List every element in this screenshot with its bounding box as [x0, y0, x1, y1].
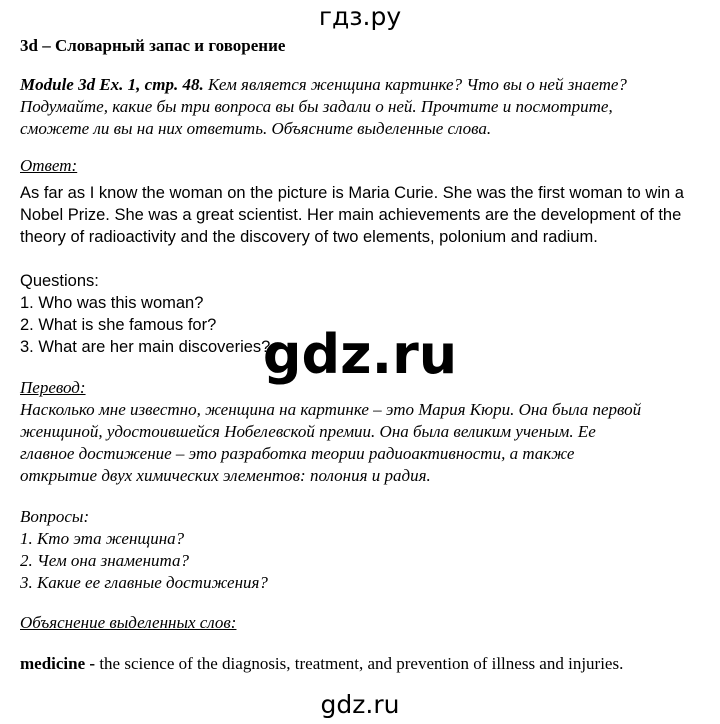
translation-line: женщиной, удостоившейся Нобелевской премии. Она была великим ученым. Ее [20, 422, 596, 441]
ru-question-item: 1. Кто эта женщина? [20, 529, 185, 548]
translation-line: открытие двух химических элементов: полония и радия. [20, 466, 431, 485]
translation-line: Насколько мне известно, женщина на картинке – это Мария Кюри. Она была первой [20, 400, 642, 419]
task-statement [20, 74, 712, 140]
answer-text [20, 182, 715, 248]
site-footer-logo: gdz.ru [320, 690, 400, 719]
task-reference: Module 3d Ex. 1, стр. 48. [20, 75, 204, 94]
explanation-label: Объяснение выделенных слов: [20, 613, 237, 632]
answer-label: Ответ: [20, 156, 78, 175]
ru-questions-heading: Вопросы: [20, 507, 90, 526]
ru-questions-list [20, 506, 712, 594]
task-line: Подумайте, какие бы три вопроса вы бы задали о ней. Прочтите и посмотрите, [20, 97, 613, 116]
definition-term: medicine - [20, 654, 96, 673]
definition-text: the science of the diagnosis, treatment, and prevention of illness and injuries. [95, 654, 624, 673]
answer-line: theory of radioactivity and the discovery of two elements, polonium and radium. [20, 228, 598, 246]
translation-line: главное достижение – это разработка теории радиоактивности, а также [20, 444, 575, 463]
task-line: Кем является женщина картинке? Что вы о ней знаете? [203, 75, 627, 94]
answer-line: As far as I know the woman on the picture is Maria Curie. She was the first woman to win a [20, 184, 684, 202]
answer-line: Nobel Prize. She was a great scientist. Her main achievements are the development of the [20, 206, 682, 224]
definition-entry [20, 653, 712, 675]
site-header-logo: гдз.ру [318, 2, 402, 31]
questions-heading: Questions: [20, 272, 99, 290]
question-item: 3. What are her main discoveries? [20, 338, 271, 356]
section-title: 3d – Словарный запас и говорение [20, 36, 286, 55]
translation-label: Перевод: [20, 378, 86, 397]
ru-question-item: 2. Чем она знаменита? [20, 551, 189, 570]
question-item: 1. Who was this woman? [20, 294, 204, 312]
question-item: 2. What is she famous for? [20, 316, 217, 334]
task-line: сможете ли вы на них ответить. Объясните выделенные слова. [20, 119, 492, 138]
ru-question-item: 3. Какие ее главные достижения? [20, 573, 268, 592]
watermark-logo: gdz.ru [262, 323, 458, 386]
translation-text [20, 399, 715, 487]
